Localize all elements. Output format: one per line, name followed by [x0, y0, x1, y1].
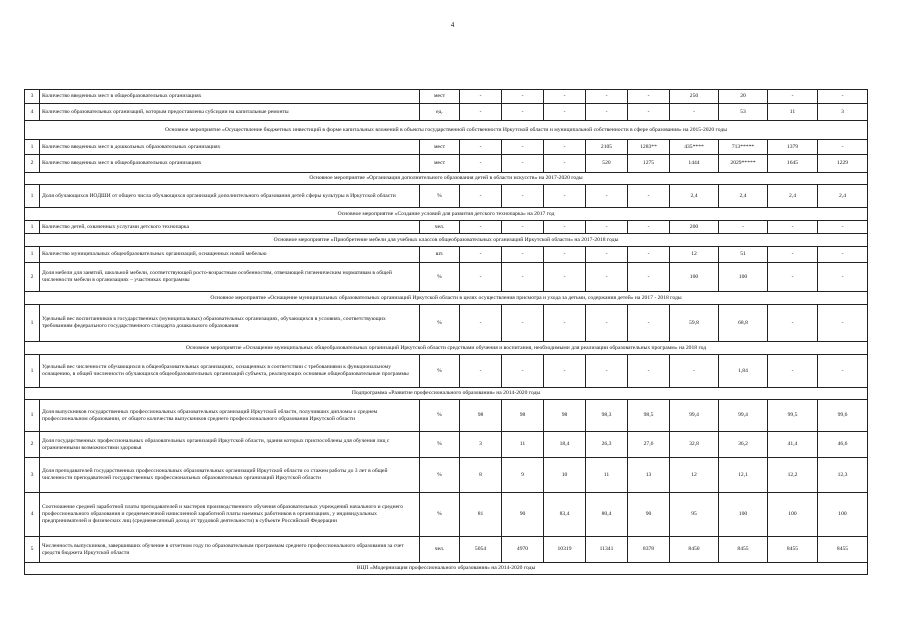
value-cell: -	[544, 155, 586, 173]
value-cell: 8455	[818, 537, 868, 563]
value-cell: 100	[670, 263, 719, 292]
row-number: 5	[25, 537, 40, 563]
row-number: 1	[25, 355, 40, 388]
indicator-name: Количество образовательных организаций, которым предоставлены субсидии на капитальные ремонты	[40, 104, 420, 121]
indicator-name: Количество детей, охваченных услугами детского технопарка	[40, 221, 420, 234]
unit-cell: %	[420, 493, 460, 537]
value-cell: -	[544, 90, 586, 104]
row-number: 2	[25, 432, 40, 458]
row-number: 1	[25, 305, 40, 342]
unit-cell: %	[420, 263, 460, 292]
value-cell: -	[544, 221, 586, 234]
value-cell: 11	[502, 432, 544, 458]
section-header-row	[25, 208, 868, 221]
value-cell: 95	[670, 493, 719, 537]
value-cell: -	[768, 305, 818, 342]
value-cell: -	[502, 263, 544, 292]
indicator-name: Доля выпускников государственных профессиональных образовательных организаций Иркутской области, получивших дипломы о среднем профессиональном образовании, от общего количества выпускников среднего профессионального образования Иркутской области	[40, 400, 420, 432]
unit-cell: %	[420, 432, 460, 458]
value-cell: 2029*****	[719, 155, 768, 173]
section-header-title: Основное мероприятие «Осуществление бюджетных инвестиций в форме капитальных вложений в объекты государственной собственности Иркутской области и муниципальной собственности в сфере образования» на 2015-2020 годы	[25, 121, 868, 140]
value-cell: -	[544, 305, 586, 342]
row-number: 1	[25, 400, 40, 432]
indicator-name: Удельный вес численности обучающихся в общеобразовательных организациях, оснащенных в соответствии с требованиями к функциональному оснащению, в общей численности обучающихся общеобразовательных организаций субъекта, реализующих основные общеобразовательные программы	[40, 355, 420, 388]
value-cell: 12	[670, 247, 719, 263]
value-cell: -	[818, 221, 868, 234]
indicator-row	[25, 400, 868, 432]
value-cell: -	[628, 104, 670, 121]
row-number: 1	[25, 140, 40, 155]
value-cell: -	[818, 140, 868, 155]
value-cell: 100	[818, 493, 868, 537]
value-cell: 8450	[670, 537, 719, 563]
value-cell: 36,2	[719, 432, 768, 458]
value-cell: -	[544, 263, 586, 292]
value-cell: 10319	[544, 537, 586, 563]
row-number: 2	[25, 155, 40, 173]
value-cell: -	[818, 247, 868, 263]
row-number: 3	[25, 458, 40, 493]
value-cell: 1379	[768, 140, 818, 155]
value-cell: -	[628, 355, 670, 388]
value-cell: -	[586, 221, 628, 234]
value-cell: -	[460, 140, 502, 155]
unit-cell: мест	[420, 90, 460, 104]
indicator-row	[25, 458, 868, 493]
value-cell: -	[502, 185, 544, 208]
value-cell: 100	[768, 493, 818, 537]
value-cell: -	[670, 355, 719, 388]
value-cell: 41,4	[768, 432, 818, 458]
section-header-row	[25, 292, 868, 305]
value-cell: -	[544, 247, 586, 263]
value-cell: 80,4	[586, 493, 628, 537]
section-header-title: Подпрограмма «Развитие профессионального образования» на 2014-2020 годы	[25, 388, 868, 400]
value-cell: 46,6	[818, 432, 868, 458]
value-cell: -	[768, 221, 818, 234]
indicator-row	[25, 185, 868, 208]
value-cell: -	[502, 221, 544, 234]
unit-cell: мест	[420, 155, 460, 173]
indicator-row	[25, 104, 868, 121]
unit-cell: %	[420, 305, 460, 342]
value-cell: 4970	[502, 537, 544, 563]
indicator-row	[25, 355, 868, 388]
value-cell: -	[719, 221, 768, 234]
value-cell: -	[670, 104, 719, 121]
value-cell: 100	[719, 263, 768, 292]
value-cell: -	[460, 305, 502, 342]
unit-cell: %	[420, 400, 460, 432]
indicator-name: Количество введенных мест в общеобразовательных организациях	[40, 90, 420, 104]
indicator-name: Численность выпускников, завершивших обучение в отчетном году по образовательным программам среднего профессионального образования за счет средств бюджета Иркутской области	[40, 537, 420, 563]
value-cell: 98	[544, 400, 586, 432]
value-cell: 1283**	[628, 140, 670, 155]
value-cell: -	[502, 305, 544, 342]
value-cell: -	[628, 185, 670, 208]
indicator-name: Доля преподавателей государственных профессиональных образовательных организаций Иркутской области со стажем работы до 3 лет в общей численности преподавателей государственных профессиональных образовательных организаций Иркутской области	[40, 458, 420, 493]
value-cell: -	[586, 355, 628, 388]
value-cell: -	[818, 355, 868, 388]
value-cell: -	[460, 247, 502, 263]
value-cell: -	[460, 90, 502, 104]
value-cell: 51	[719, 247, 768, 263]
section-header-row	[25, 342, 868, 355]
value-cell: -	[544, 140, 586, 155]
value-cell: 11341	[586, 537, 628, 563]
value-cell: -	[460, 355, 502, 388]
row-number: 4	[25, 104, 40, 121]
value-cell: -	[768, 90, 818, 104]
value-cell: 2,4	[818, 185, 868, 208]
value-cell: 68,8	[719, 305, 768, 342]
value-cell: 1229	[818, 155, 868, 173]
unit-cell: мест	[420, 140, 460, 155]
value-cell: 98,5	[628, 400, 670, 432]
value-cell: 10	[544, 458, 586, 493]
value-cell: -	[628, 90, 670, 104]
value-cell: 713*****	[719, 140, 768, 155]
value-cell: -	[628, 263, 670, 292]
value-cell: 3	[818, 104, 868, 121]
value-cell: 200	[670, 221, 719, 234]
value-cell: -	[544, 355, 586, 388]
value-cell: -	[628, 221, 670, 234]
indicator-row	[25, 140, 868, 155]
section-header-title: ВЦП «Модернизация профессионального образования» на 2014-2020 годы	[25, 563, 868, 575]
value-cell: -	[586, 104, 628, 121]
value-cell: 1645	[768, 155, 818, 173]
value-cell: 520	[586, 155, 628, 173]
section-header-row	[25, 121, 868, 140]
section-header-title: Основное мероприятие «Оснащение муниципальных общеобразовательных организаций Иркутской области средствами обучения и воспитания, необходимыми для реализации образовательных программ» на 2018 год	[25, 342, 868, 355]
indicators-table	[24, 89, 868, 575]
value-cell: -	[628, 305, 670, 342]
value-cell: 8	[460, 458, 502, 493]
value-cell: 11	[586, 458, 628, 493]
value-cell: 435****	[670, 140, 719, 155]
value-cell: 1444	[670, 155, 719, 173]
value-cell: 8455	[768, 537, 818, 563]
value-cell: 250	[670, 90, 719, 104]
value-cell: 98	[502, 400, 544, 432]
value-cell: -	[768, 355, 818, 388]
value-cell: -	[502, 104, 544, 121]
value-cell: 90	[502, 493, 544, 537]
indicator-name: Доля государственных профессиональных образовательных организаций Иркутской области, здания которых приспособлены для обучения лиц с ограниченными возможностями здоровья	[40, 432, 420, 458]
value-cell: -	[460, 104, 502, 121]
indicator-row	[25, 247, 868, 263]
row-number: 1	[25, 221, 40, 234]
value-cell: -	[818, 305, 868, 342]
value-cell: 5054	[460, 537, 502, 563]
unit-cell: чел.	[420, 537, 460, 563]
value-cell: -	[544, 104, 586, 121]
value-cell: 53	[719, 104, 768, 121]
section-header-row	[25, 563, 868, 575]
value-cell: 18,4	[544, 432, 586, 458]
unit-cell: %	[420, 185, 460, 208]
section-header-row	[25, 173, 868, 185]
value-cell: 81	[460, 493, 502, 537]
value-cell: 13	[628, 458, 670, 493]
indicator-row	[25, 221, 868, 234]
value-cell: 99,4	[719, 400, 768, 432]
indicator-name: Количество введенных мест в дошкольных образовательных организациях	[40, 140, 420, 155]
indicator-row	[25, 90, 868, 104]
value-cell: 99,5	[768, 400, 818, 432]
value-cell: -	[586, 185, 628, 208]
value-cell: 2,4	[719, 185, 768, 208]
value-cell: 8378	[628, 537, 670, 563]
value-cell: 59,8	[670, 305, 719, 342]
value-cell: -	[544, 185, 586, 208]
unit-cell: %	[420, 355, 460, 388]
section-header-row	[25, 388, 868, 400]
value-cell: -	[818, 90, 868, 104]
indicator-name: Доля обучающихся ИОДШИ от общего числа обучающихся организаций дополнительного образования детей сферы культуры в Иркутской области	[40, 185, 420, 208]
section-header-title: Основное мероприятие «Создание условий для развития детского технопарка» на 2017 год	[25, 208, 868, 221]
value-cell: -	[768, 263, 818, 292]
value-cell: 90	[628, 493, 670, 537]
value-cell: -	[502, 247, 544, 263]
value-cell: -	[586, 263, 628, 292]
unit-cell: чел.	[420, 221, 460, 234]
value-cell: 2105	[586, 140, 628, 155]
indicator-row	[25, 305, 868, 342]
row-number: 3	[25, 90, 40, 104]
value-cell: -	[502, 140, 544, 155]
indicator-name: Количество введенных мест в общеобразовательных организациях	[40, 155, 420, 173]
value-cell: -	[460, 185, 502, 208]
value-cell: 32,8	[670, 432, 719, 458]
row-number: 1	[25, 185, 40, 208]
value-cell: 83,4	[544, 493, 586, 537]
value-cell: 100	[719, 493, 768, 537]
value-cell: 20	[719, 90, 768, 104]
value-cell: -	[818, 263, 868, 292]
value-cell: 99,6	[818, 400, 868, 432]
value-cell: -	[460, 221, 502, 234]
value-cell: -	[768, 247, 818, 263]
value-cell: 26,3	[586, 432, 628, 458]
section-header-row	[25, 234, 868, 247]
row-number: 1	[25, 247, 40, 263]
indicator-row	[25, 432, 868, 458]
value-cell: 99,4	[670, 400, 719, 432]
indicator-row	[25, 493, 868, 537]
indicator-name: Количество муниципальных общеобразовательных организаций, оснащенных новой мебелью	[40, 247, 420, 263]
value-cell: -	[502, 155, 544, 173]
indicator-row	[25, 155, 868, 173]
value-cell: 1275	[628, 155, 670, 173]
value-cell: 98,3	[586, 400, 628, 432]
value-cell: 11	[768, 104, 818, 121]
value-cell: 27,6	[628, 432, 670, 458]
value-cell: 2,4	[768, 185, 818, 208]
section-header-title: Основное мероприятие «Организация дополнительного образования детей в области искусств» на 2017-2020 годы	[25, 173, 868, 185]
row-number: 4	[25, 493, 40, 537]
unit-cell: шт.	[420, 247, 460, 263]
value-cell: -	[628, 247, 670, 263]
value-cell: 8455	[719, 537, 768, 563]
value-cell: 9	[502, 458, 544, 493]
value-cell: 1,84	[719, 355, 768, 388]
value-cell: -	[460, 263, 502, 292]
section-header-title: Основное мероприятие «Оснащение муниципальных образовательных организаций Иркутской области в целях осуществления присмотра и ухода за детьми, содержания детей» на 2017 - 2018 годы	[25, 292, 868, 305]
value-cell: -	[586, 247, 628, 263]
page-number: 4	[450, 21, 455, 29]
value-cell: -	[502, 90, 544, 104]
value-cell: 12	[670, 458, 719, 493]
value-cell: 12,2	[768, 458, 818, 493]
unit-cell: ед.	[420, 104, 460, 121]
value-cell: -	[460, 155, 502, 173]
value-cell: -	[502, 355, 544, 388]
indicator-name: Удельный вес воспитанников в государственных (муниципальных) образовательных организациях, обучающихся в условиях, соответствующих требованиям федерального государственного стандарта дошкольного образования	[40, 305, 420, 342]
unit-cell: %	[420, 458, 460, 493]
indicator-name: Соотношение средней заработной платы преподавателей и мастеров производственного обучения образовательных учреждений начального и среднего профессионального образования и среднемесячной начисленной заработной платы наемных работников в организациях, у индивидуальных предпринимателей и физических лиц (среднемесячный доход от трудовой деятельности) в субъекте Российской Федерации	[40, 493, 420, 537]
value-cell: 2,4	[670, 185, 719, 208]
value-cell: -	[586, 90, 628, 104]
indicator-name: Доля мебели для занятий, школьной мебели, соответствующей росто-возрастным особенностям, отвечающей гигиеническим нормативам в общей численности мебели в организациях – участниках программы	[40, 263, 420, 292]
value-cell: 12,3	[818, 458, 868, 493]
value-cell: 98	[460, 400, 502, 432]
indicator-row	[25, 537, 868, 563]
row-number: 2	[25, 263, 40, 292]
value-cell: -	[586, 305, 628, 342]
value-cell: 3	[460, 432, 502, 458]
indicator-row	[25, 263, 868, 292]
section-header-title: Основное мероприятие «Приобретение мебели для учебных классов общеобразовательных организаций Иркутской области» на 2017-2018 годы	[25, 234, 868, 247]
value-cell: 12,1	[719, 458, 768, 493]
